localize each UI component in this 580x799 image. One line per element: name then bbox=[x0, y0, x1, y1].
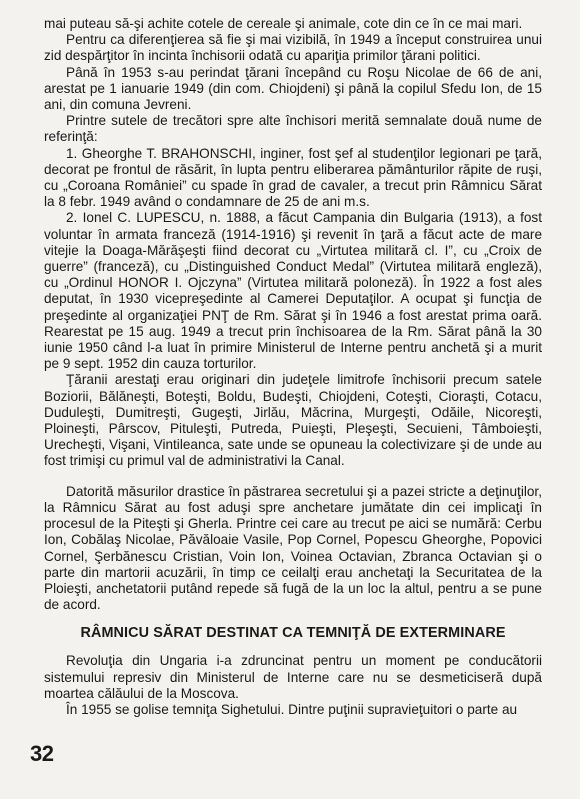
paragraph-pitesti-gherla: Datorită măsurilor drastice în păstrarea secretului şi a pazei stricte a deţinuţilor, la Râmnicu Sărat au fost aduşi spre anchetare jumătate din cei implicaţi în procesul de la Piteşti şi Gherla. Printre cei care au trecut pe aici se numără: Cerbu Ion, Cobălaş Nicolae, Păvăloaie Vasile, Pop Cornel, Popescu Gheorghe, Popovici Cornel, Şerbănescu Cristian, Voin Ion, Voinea Octavian, Zbranca Octavian şi o parte din martorii acuzării, în timp ce ceilalţi erau anchetaţi la Securitatea de la Ploieşti, anchetatorii putând repede să fugă de la un loc la altul, pentru a se pune de acord. bbox=[44, 483, 542, 613]
paragraph-hungary-revolution: Revoluţia din Ungaria i-a zdruncinat pentru un moment pe conducătorii sistemului represiv din Ministerul de Interne care nu se desmeticiseră după moartea călăului de la Moscova. bbox=[44, 653, 542, 701]
paragraph-villages: Ţăranii arestaţi erau originari din judeţele limitrofe închisorii precum satele Boziorii, Bălăneşti, Boteşti, Boldu, Budeşti, Chiojdeni, Coteşti, Cioraşti, Cotacu, Duduleşti, Dumitreşti, Gugeşti, Jirlău, Măcrina, Murgeşti, Odăile, Nicoreşti, Ploineşti, Pârscov, Pituleşti, Putreda, Puieşti, Pleşeşti, Secuieni, Tâmboieşti, Urecheşti, Vişani, Vintileanca, sate unde se opuneau la colectivizare şi de unde au fost trimişi cu primul val de administrativi la Canal. bbox=[44, 372, 542, 469]
paragraph-gap bbox=[44, 470, 542, 484]
paragraph-wall: Pentru ca diferenţierea să fie şi mai vizibilă, în 1949 a început construirea unui zid despărţitor în incinta închisorii odată cu apariţia primilor ţărani politici. bbox=[44, 32, 542, 64]
paragraph-lupescu: 2. Ionel C. LUPESCU, n. 1888, a făcut Campania din Bulgaria (1913), a fost voluntar în armata franceză (1914-1916) şi revenit în ţară a făcut acte de mare vitejie la Doaga-Mărăşeşti fiind decorat cu „Virtutea militară cl. I”, cu „Croix de guerre” (franceză), cu „Distinguished Conduct Medal” (Virtutea militară engleză), cu „Ordinul HONOR I. Ojczyna” (Virtutea militară poloneză). În 1922 a fost ales deputat, în 1930 vicepreşedinte al Camerei Deputaţilor. A ocupat şi funcţia de preşedinte al organizaţiei PNŢ de Rm. Sărat şi în 1946 a fost arestat prima oară. Rearestat pe 15 aug. 1949 a trecut prin închisoarea de la Rm. Sărat până la 30 iunie 1950 când l-a luat în primire Ministerul de Interne pentru anchetă şi a murit pe 9 sept. 1952 din cauza torturilor. bbox=[44, 210, 542, 372]
section-heading: RÂMNICU SĂRAT DESTINAT CA TEMNIŢĂ DE EXTERMINARE bbox=[80, 625, 506, 642]
paragraph-reference-names: Printre sutele de trecători spre alte închisori merită semnalate două nume de referinţă: bbox=[44, 113, 542, 145]
page-number: 32 bbox=[30, 741, 54, 766]
paragraph-brahonschi: 1. Gheorghe T. BRAHONSCHI, inginer, fost şef al studenţilor legionari pe ţară, decorat pe frontul de răsărit, în lupta pentru eliberarea pământurilor răpite de ruşi, cu „Coroana României” cu spade în grad de cavaler, a trecut prin Râmnicu Sărat la 8 febr. 1949 având o condamnare de 25 de ani m.s. bbox=[44, 145, 542, 210]
paragraph-sighet: În 1955 se golise temniţa Sighetului. Dintre puţinii supravieţuitori o parte au bbox=[66, 701, 518, 717]
paragraph-peasants-period: Până în 1953 s-au perindat ţărani începând cu Roşu Nicolae de 66 de ani, arestat pe 1 ianuarie 1949 (din com. Chiojdeni) şi până la copilul Sfedu Ion, de 15 ani, din comuna Jevreni. bbox=[44, 64, 542, 113]
paragraph-continuation: mai puteau să-şi achite cotele de cereale şi animale, cote din ce în ce mai mari. bbox=[44, 16, 523, 31]
